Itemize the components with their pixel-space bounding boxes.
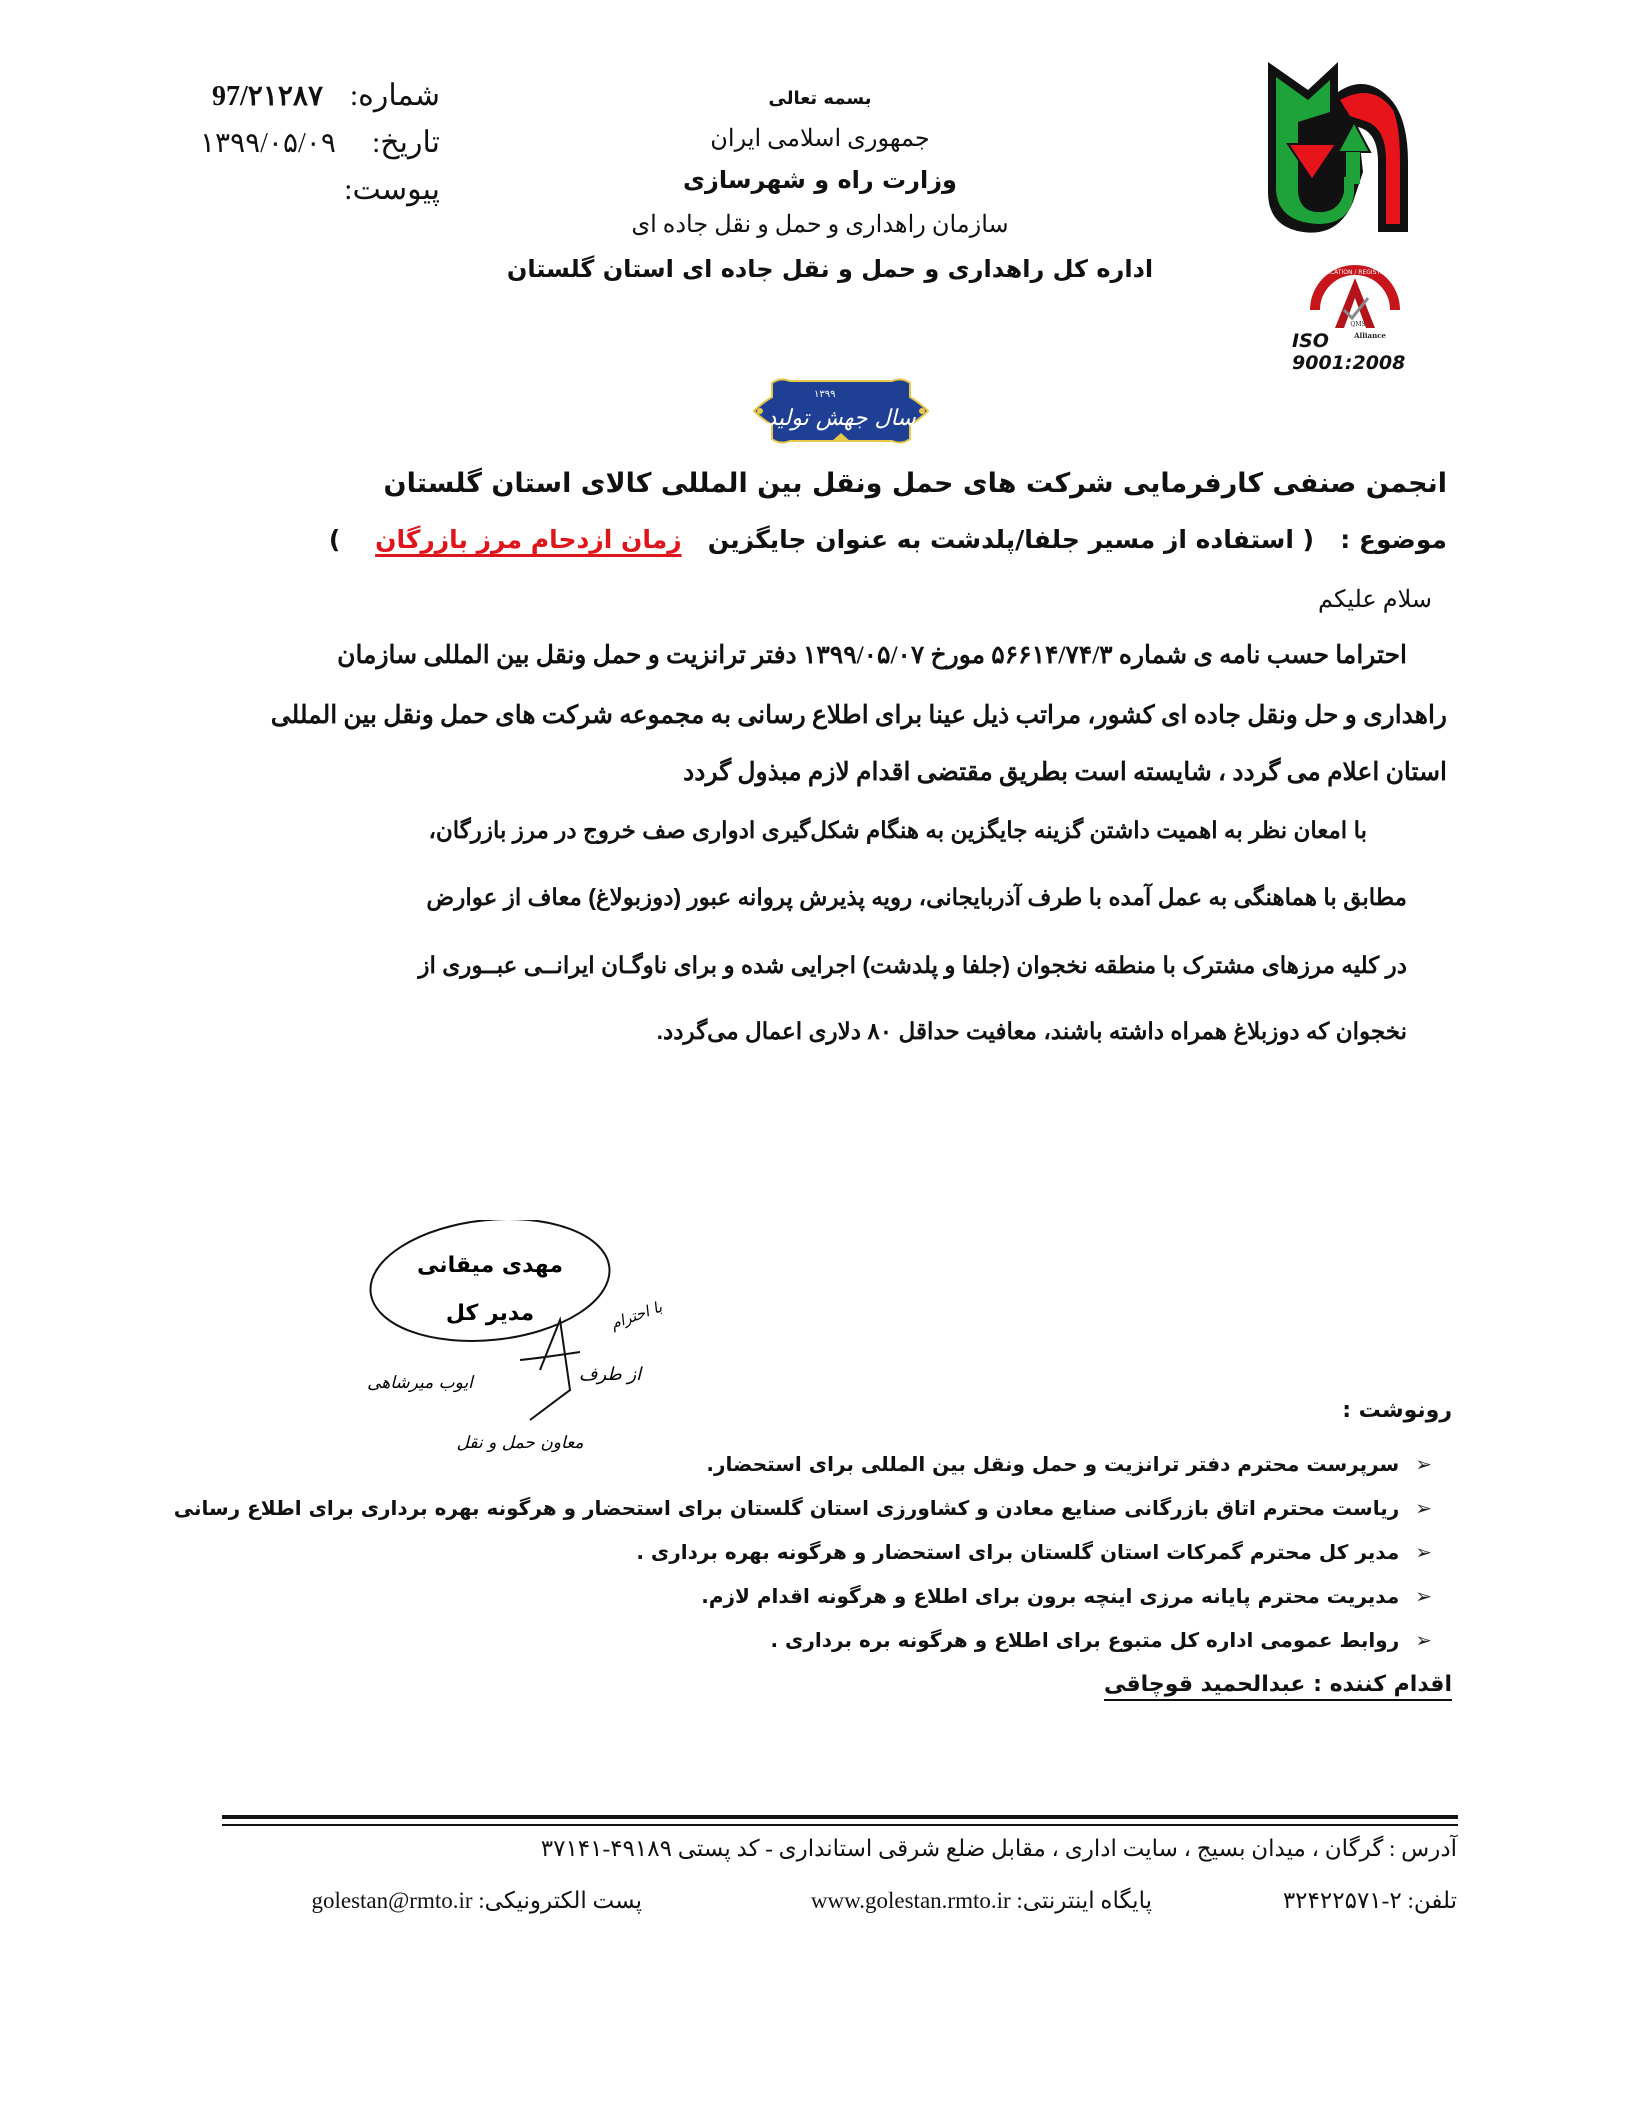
iso-qms-text: QMS bbox=[1350, 321, 1366, 328]
letter-recipient: انجمن صنفی کارفرمایی شرکت های حمل ونقل بین المللی کالای استان گلستان bbox=[383, 468, 1447, 499]
cc-item-text: روابط عمومی اداره کل متبوع برای اطلاع و هرگونه بره برداری . bbox=[770, 1628, 1400, 1652]
footer-divider-thin bbox=[222, 1824, 1458, 1826]
paragraph-line: در کلیه مرزهای مشترک با منطقه نخجوان (جلفا و پلدشت) اجرایی شده و برای ناوگـان ایرانــی عبــوری از bbox=[418, 952, 1407, 978]
letter-date-row bbox=[200, 125, 440, 160]
footer-address: آدرس : گرگان ، میدان بسیج ، سایت اداری ، مقابل ضلع شرقی استانداری - کد پستی ۴۹۱۸۹-۳۷۱۴۱ bbox=[540, 1836, 1457, 1861]
arrow-bullet-icon: ➢ bbox=[1415, 1496, 1432, 1520]
signature-name: مهدی میقانی bbox=[417, 1253, 563, 1278]
subject-close: ) bbox=[328, 525, 341, 554]
country-name: جمهوری اسلامی ایران bbox=[710, 126, 930, 152]
letter-subject bbox=[329, 525, 1447, 554]
paragraph-line: نخجوان که دوزبلاغ همراه داشته باشند، معافیت حداقل ۸۰ دلاری اعمال می‌گردد. bbox=[656, 1018, 1407, 1044]
cc-item bbox=[706, 1452, 1432, 1476]
cc-item-text: مدیریت محترم پایانه مرزی اینچه برون برای اطلاع و هرگونه اقدام لازم. bbox=[701, 1584, 1400, 1608]
cc-item bbox=[636, 1540, 1432, 1564]
cc-title: رونوشت : bbox=[1342, 1398, 1452, 1423]
footer-email bbox=[311, 1888, 642, 1914]
letter-attachment-label: پیوست: bbox=[344, 173, 440, 206]
cc-item bbox=[701, 1584, 1432, 1608]
year-badge-year: ۱۳۹۹ bbox=[814, 389, 836, 400]
year-badge-slogan: سال جهش تولید bbox=[766, 406, 916, 431]
signer-name: ایوب میرشاهی bbox=[367, 1373, 473, 1393]
cc-item bbox=[771, 1628, 1433, 1652]
letter-attachment-row bbox=[200, 172, 440, 207]
subject-label: موضوع : bbox=[1340, 525, 1447, 554]
greeting: سلام علیکم bbox=[1317, 587, 1432, 613]
paragraph-line: احتراما حسب نامه ی شماره ۵۶۶۱۴/۷۴/۳ مورخ ۱۳۹۹/۰۵/۰۷ دفتر ترانزیت و حمل ونقل بین المللی سازمان bbox=[337, 642, 1407, 669]
website-link[interactable]: www.golestan.rmto.ir bbox=[810, 1888, 1011, 1913]
rmto-logo-icon bbox=[1258, 52, 1418, 242]
arrow-bullet-icon: ➢ bbox=[1415, 1540, 1432, 1564]
cc-item-text: مدیر کل محترم گمرکات استان گلستان برای استحضار و هرگونه بهره برداری . bbox=[636, 1540, 1400, 1564]
cc-item bbox=[174, 1496, 1432, 1520]
phone-value: ۲-۳۲۴۲۲۵۷۱ bbox=[1282, 1888, 1402, 1913]
cc-item-text: سرپرست محترم دفتر ترانزیت و حمل ونقل بین المللی برای استحضار. bbox=[706, 1452, 1400, 1476]
signature-stamp bbox=[360, 1220, 680, 1460]
paragraph-line: مطابق با هماهنگی به عمل آمده با طرف آذربایجانی، رویه پذیرش پروانه عبور (دوزبولاغ) معاف از عوارض bbox=[426, 884, 1407, 910]
footer-website bbox=[811, 1888, 1152, 1914]
organization-name: سازمان راهداری و حمل و نقل جاده ای bbox=[631, 212, 1009, 238]
letter-number-value: 97/۲۱۲۸۷ bbox=[212, 81, 323, 112]
on-behalf-note: از طرف bbox=[578, 1364, 642, 1385]
action-officer-label: اقدام کننده : عبدالحمید قوچاقی bbox=[1104, 1672, 1452, 1701]
paragraph-line: با امعان نظر به اهمیت داشتن گزینه جایگزین به هنگام شکل‌گیری ادواری صف خروج در مرز بازرگان، bbox=[428, 817, 1367, 843]
signer-title: معاون حمل و نقل bbox=[456, 1433, 584, 1453]
subject-text: ( استفاده از مسیر جلفا/پلدشت به عنوان جایگزین bbox=[707, 525, 1315, 554]
website-label: پایگاه اینترنتی: bbox=[1016, 1888, 1152, 1913]
iso-ring-text: CERTIFICATION / REGISTRATION bbox=[1307, 269, 1403, 276]
paragraph-line: راهداری و حل ونقل جاده ای کشور، مراتب ذیل عینا برای اطلاع رسانی به مجموعه شرکت های حمل ونقل بین المللی bbox=[270, 702, 1447, 729]
letter-date-label: تاریخ: bbox=[371, 126, 440, 159]
iso-standard-label: ISO 9001:2008 bbox=[1292, 330, 1406, 374]
department-name: اداره کل راهداری و حمل و نقل جاده ای استان گلستان bbox=[506, 255, 1154, 283]
arrow-bullet-icon: ➢ bbox=[1415, 1452, 1432, 1476]
invocation: بسمه تعالی bbox=[768, 88, 872, 109]
footer-phone bbox=[1283, 1888, 1457, 1914]
letter-number-label: شماره: bbox=[349, 79, 440, 112]
letter-date-value: ۱۳۹۹/۰۵/۰۹ bbox=[200, 128, 336, 159]
phone-label: تلفن: bbox=[1407, 1888, 1457, 1913]
iso-alliance-text: Alliance bbox=[1354, 331, 1386, 340]
year-slogan-badge-icon bbox=[750, 375, 932, 447]
paragraph-line: استان اعلام می گردد ، شایسته است بطریق مقتضی اقدام لازم مبذول گردد bbox=[683, 759, 1447, 786]
arrow-bullet-icon: ➢ bbox=[1415, 1628, 1432, 1652]
letter-number-row bbox=[200, 78, 440, 113]
ministry-name: وزارت راه و شهرسازی bbox=[683, 166, 957, 194]
signature-title: مدیر کل bbox=[445, 1301, 535, 1326]
email-label: پست الکترونیکی: bbox=[478, 1888, 642, 1913]
action-officer bbox=[1104, 1672, 1452, 1697]
cc-item-text: ریاست محترم اتاق بازرگانی صنایع معادن و کشاورزی استان گلستان برای استحضار و هرگونه بهره برداری برای اطلاع رسانی bbox=[173, 1496, 1400, 1520]
footer-divider-thick bbox=[222, 1815, 1458, 1819]
email-link[interactable]: golestan@rmto.ir bbox=[311, 1888, 473, 1913]
subject-highlight: زمان ازدحام مرز بازرگان bbox=[375, 525, 682, 554]
handwritten-note: با احترام bbox=[608, 1297, 665, 1333]
arrow-bullet-icon: ➢ bbox=[1415, 1584, 1432, 1608]
